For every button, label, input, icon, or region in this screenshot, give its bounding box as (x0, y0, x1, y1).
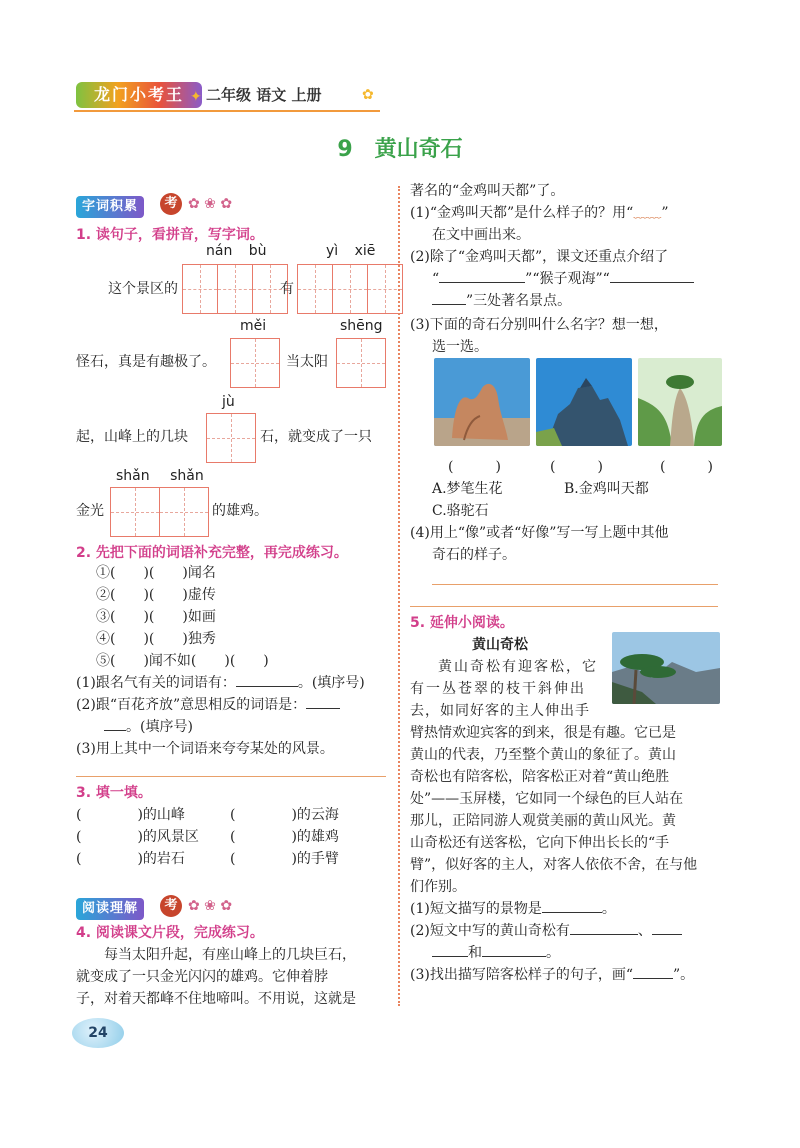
q2-sub-1-text: (1)跟名气有关的词语有： (76, 675, 236, 691)
answer-blank[interactable] (439, 282, 525, 283)
fill-item: ( )的山峰 (76, 807, 185, 823)
q4-sub-2: (2)除了“金鸡叫天都”，课文还重点介绍了 (410, 249, 669, 265)
q4-sub-4-line2: 奇石的样子。 (432, 547, 516, 563)
answer-line[interactable] (432, 584, 718, 585)
option-c: C.骆驼石 (432, 503, 489, 519)
q5-sub-2-sep: 、 (637, 923, 652, 939)
q2-sub-3: (3)用上其中一个词语来夸夸某处的风景。 (76, 741, 334, 757)
idiom-item-1: ①( )( )闻名 (96, 565, 216, 581)
fill-item: ( )的岩石 (76, 851, 185, 867)
welcoming-pine-photo (612, 632, 720, 704)
fill-item: ( )的云海 (230, 807, 339, 823)
section-badge-words: 字词积累 (76, 196, 144, 218)
flower-decoration-icon: ✿ ❀ ✿ (188, 196, 233, 212)
q1-text-1: 这个景区的 (108, 281, 178, 297)
q1-text-5: 起，山峰上的几块 (76, 429, 188, 445)
passage-line: 子，对着天都峰不住地啼叫。不用说，这就是 (76, 991, 356, 1007)
writing-grid-sheng[interactable] (336, 338, 386, 388)
q4-sub-1-text: (1)“金鸡叫天都”是什么样子的？用“ (410, 205, 634, 221)
passage-line: 每当太阳升起，有座山峰上的几块巨石， (104, 947, 356, 963)
q4-label: 4. 阅读课文片段，完成练习。 (76, 925, 264, 941)
q1-text-8: 的雄鸡。 (212, 503, 268, 519)
fill-item: ( )的雄鸡 (230, 829, 339, 845)
dream-brush-photo (638, 358, 722, 446)
lesson-title (0, 132, 800, 163)
answer-paren-1[interactable]: ( ) (448, 459, 501, 475)
q1-text-3: 怪石，真是有趣极了。 (76, 354, 216, 370)
q5-label: 5. 延伸小阅读。 (410, 615, 514, 631)
q5-sub-1-tail: 。 (601, 901, 616, 917)
pinyin-mei: měi (240, 318, 267, 334)
answer-blank[interactable] (432, 304, 466, 305)
lesson-name: 黄山奇石 (374, 137, 463, 162)
q4-sub-2-line3 (432, 290, 571, 312)
answer-paren-2[interactable]: ( ) (550, 459, 603, 475)
pinyin-shanshan: shǎn shǎn (116, 468, 204, 484)
q2-sub-1-tail: 。(填序号) (297, 675, 365, 691)
q1-text-7: 金光 (76, 503, 104, 519)
q4-sub-1 (410, 202, 668, 224)
flower-decoration-icon: ✿ ❀ ✿ (188, 898, 233, 914)
series-logo: 龙门小考王 (76, 82, 202, 108)
answer-line[interactable] (76, 776, 386, 777)
writing-grid-nanbu[interactable] (182, 264, 288, 314)
wavy-line-icon: ﹏﹏ (633, 205, 662, 221)
answer-blank[interactable] (104, 730, 126, 731)
q4-sub-3-line2: 选一选。 (432, 339, 488, 355)
q5-sub-2-line2 (432, 942, 560, 964)
passage-line: 那儿，正陪同游人观赏美丽的黄山风光。黄 (410, 813, 676, 829)
q4-sub-4: (4)用上“像”或者“好像”写一写上题中其他 (410, 525, 669, 541)
page-number: 24 (72, 1018, 124, 1048)
writing-grid-mei[interactable] (230, 338, 280, 388)
answer-blank[interactable] (610, 282, 694, 283)
header-divider (74, 110, 380, 112)
golden-rooster-photo (536, 358, 632, 446)
column-divider (398, 186, 400, 1006)
q2-sub-2-tail: 。(填序号) (126, 719, 193, 735)
answer-blank[interactable] (652, 934, 682, 935)
q4-sub-2-mid: ”“猴子观海”“ (525, 271, 610, 287)
passage-line: 处”——玉屏楼，它如同一个绿色的巨人站在 (410, 791, 684, 807)
pinyin-nanbu: nán bù (206, 243, 267, 259)
idiom-item-4: ④( )( )独秀 (96, 631, 216, 647)
q1-label: 1. 读句子，看拼音，写字词。 (76, 227, 264, 243)
q2-label: 2. 先把下面的词语补充完整，再完成练习。 (76, 545, 348, 561)
passage-line: 奇松也有陪客松，陪客松正对着“黄山绝胜 (410, 769, 670, 785)
answer-paren-3[interactable]: ( ) (660, 459, 713, 475)
answer-blank[interactable] (432, 956, 468, 957)
idiom-item-5: ⑤( )闻不如( )( ) (96, 653, 269, 669)
q4-sub-2-open: “ (432, 271, 440, 287)
fill-item: ( )的风景区 (76, 829, 199, 845)
answer-blank[interactable] (306, 708, 340, 709)
option-a: A.梦笔生花 (432, 481, 503, 497)
kao-badge: 考 (160, 895, 182, 917)
idiom-item-3: ③( )( )如画 (96, 609, 216, 625)
passage-line: 去，如同好客的主人伸出手 (410, 703, 590, 719)
fill-item: ( )的手臂 (230, 851, 339, 867)
passage-line: 黄山奇松有迎客松，它 (438, 659, 598, 675)
passage-line: 就变成了一只金光闪闪的雄鸡。它伸着脖 (76, 969, 328, 985)
answer-blank[interactable] (542, 912, 602, 913)
grade-label: 二年级 语文 上册 (206, 86, 322, 104)
q1-text-4: 当太阳 (286, 354, 328, 370)
q5-sub-2-and: 和 (468, 945, 482, 961)
section-badge-reading: 阅读理解 (76, 898, 144, 920)
pinyin-ju: jù (222, 394, 235, 410)
q5-sub-1-text: (1)短文描写的景物是 (410, 901, 542, 917)
answer-blank[interactable] (236, 686, 298, 687)
answer-blank[interactable] (482, 956, 546, 957)
q4-sub-1-close: ” (661, 205, 669, 221)
passage-line: 有一丛苍翠的枝干斜伸出 (410, 681, 586, 697)
writing-grid-ju[interactable] (206, 413, 256, 463)
passage-line: 黄山的代表，乃至整个黄山的象征了。黄山 (410, 747, 676, 763)
q5-sub-2-tail: 。 (546, 945, 560, 961)
kao-badge: 考 (160, 193, 182, 215)
answer-blank[interactable] (570, 934, 638, 935)
idiom-item-2: ②( )( )虚传 (96, 587, 216, 603)
q4-sub-1-line2: 在文中画出来。 (432, 227, 530, 243)
passage-line: 臂热情欢迎宾客的到来，很是有趣。它已是 (410, 725, 676, 741)
q5-sub-2 (410, 920, 682, 942)
passage-line: 山奇松还有送客松，它向下伸出长长的“手 (410, 835, 670, 851)
pinyin-yixie: yì xiē (326, 243, 376, 259)
q3-label: 3. 填一填。 (76, 785, 152, 801)
straight-line-icon (633, 978, 673, 979)
q4-sub-2-line2 (432, 268, 694, 290)
q1-text-6: 石，就变成了一只 (260, 429, 372, 445)
q4-sub-3: (3)下面的奇石分别叫什么名字？想一想， (410, 317, 668, 333)
passage-title: 黄山奇松 (472, 637, 528, 653)
lesson-number: 9 (337, 137, 353, 162)
q5-sub-3 (410, 964, 694, 986)
q5-sub-2-text: (2)短文中写的黄山奇松有 (410, 923, 570, 939)
butterfly-icon: ✿ (362, 87, 374, 103)
writing-grid-yixie[interactable] (297, 264, 403, 314)
q2-sub-1 (76, 672, 365, 694)
q1-text-2: 有 (280, 281, 294, 297)
pinyin-sheng: shēng (340, 318, 383, 334)
option-b: B.金鸡叫天都 (564, 481, 649, 497)
passage-line: 们作别。 (410, 879, 466, 895)
writing-grid-shanshan[interactable] (110, 487, 209, 537)
star-icon: ✦ (190, 89, 202, 105)
q4-sub-2-tail: ”三处著名景点。 (466, 293, 572, 309)
passage-line: 著名的“金鸡叫天都”了。 (410, 183, 565, 199)
q5-sub-3-tail: ”。 (673, 967, 695, 983)
q2-sub-2 (76, 694, 340, 716)
q5-sub-1 (410, 898, 616, 920)
q2-sub-2-text: (2)跟“百花齐放”意思相反的词语是： (76, 697, 307, 713)
passage-line: 臂”，似好客的主人，对客人依依不舍，在与他 (410, 857, 698, 873)
camel-rock-photo (434, 358, 530, 446)
answer-line[interactable] (410, 606, 718, 607)
q5-sub-3-text: (3)找出描写陪客松样子的句子，画“ (410, 967, 633, 983)
q2-sub-2-line2 (104, 716, 193, 738)
